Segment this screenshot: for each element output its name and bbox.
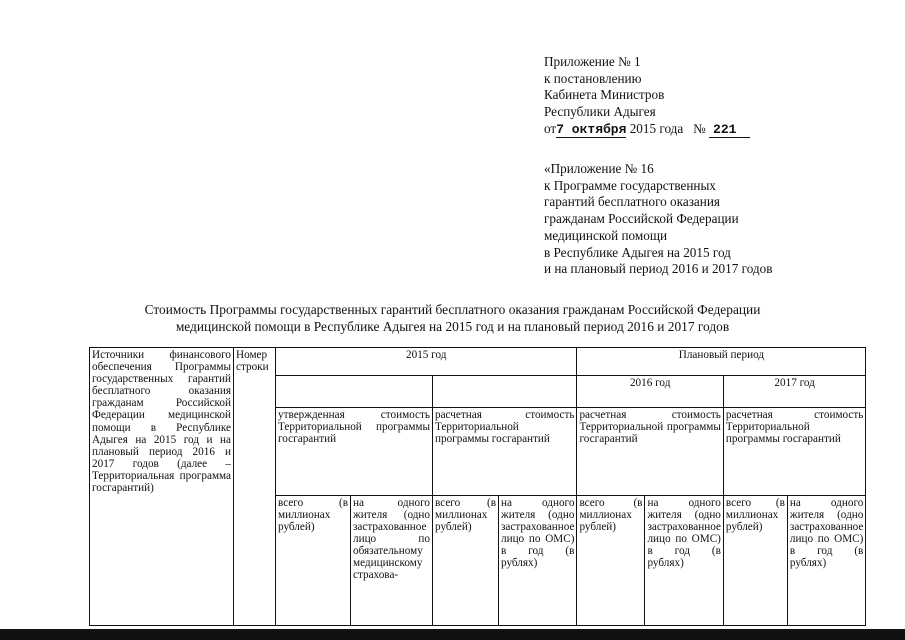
appendix-16-line: гарантий бесплатного оказания bbox=[544, 194, 720, 210]
per-person-2016-header: на одного жителя (одно застрахованное лицо по ОМС) в год (в рублях) bbox=[645, 495, 723, 625]
cost-table bbox=[89, 347, 866, 626]
sources-header-continued bbox=[90, 495, 234, 625]
appendix-16-line: гражданам Российской Федерации bbox=[544, 211, 739, 227]
year-2016-header: 2016 год bbox=[577, 376, 723, 407]
appendix-1-header bbox=[544, 54, 750, 138]
estimated-cost-2015-header: расчетная стоимость Территориальной программы госгарантий bbox=[433, 407, 577, 495]
appendix-16-line: медицинской помощи bbox=[544, 227, 668, 243]
year-2015-header: 2015 год bbox=[276, 348, 577, 376]
approved-cost-header: утвержденная стоимость Территориальной программы госгарантий bbox=[276, 407, 433, 495]
document-title bbox=[60, 302, 845, 336]
scan-bottom-edge bbox=[0, 629, 905, 640]
appendix-16-line: «Приложение № 16 bbox=[544, 161, 654, 176]
appendix-1-line: к постановлению bbox=[544, 70, 642, 86]
decree-number-field: 221 bbox=[709, 123, 750, 138]
total-approved-header: всего (в миллионах рублей) bbox=[276, 495, 351, 625]
year-2015-spacer bbox=[276, 376, 433, 407]
total-2016-header: всего (в миллионах рублей) bbox=[577, 495, 645, 625]
decree-date-field: 7 октября bbox=[556, 121, 627, 137]
appendix-16-line: в Республике Адыгея на 2015 год bbox=[544, 244, 731, 260]
date-prefix: от bbox=[544, 120, 557, 136]
date-suffix: 2015 года bbox=[629, 120, 684, 136]
year-2015-spacer bbox=[433, 376, 577, 407]
appendix-16-line: и на плановый период 2016 и 2017 годов bbox=[544, 261, 773, 277]
title-line-1: Стоимость Программы государственных гарантий бесплатного оказания гражданам Российской Федерации bbox=[144, 302, 761, 317]
row-number-continued bbox=[234, 495, 276, 625]
appendix-1-line: Республики Адыгея bbox=[544, 104, 656, 120]
number-prefix: № bbox=[693, 120, 706, 136]
appendix-1-line: Кабинета Министров bbox=[544, 87, 665, 103]
per-resident-approved-header: на одного жителя (одно застрахованное лицо по обязательному медицинскому страхова- bbox=[351, 495, 433, 625]
appendix-16-line: к Программе государственных bbox=[544, 177, 716, 193]
total-2015-header: всего (в миллионах рублей) bbox=[433, 495, 499, 625]
per-person-2015-header: на одного жителя (одно застрахованное лицо по ОМС) в год (в рублях) bbox=[499, 495, 577, 625]
total-2017-header: всего (в миллионах рублей) bbox=[723, 495, 787, 625]
title-line-2: медицинской помощи в Республике Адыгея на 2015 год и на плановый период 2016 и 2017 годов bbox=[175, 318, 730, 334]
appendix-16-header bbox=[544, 161, 772, 278]
row-number-header-cell: Номер строки bbox=[234, 348, 276, 496]
planned-period-header: Плановый период bbox=[577, 348, 866, 376]
per-person-2017-header: на одного жителя (одно застрахованное лицо по ОМС) в год (в рублях) bbox=[787, 495, 865, 625]
year-2017-header: 2017 год bbox=[723, 376, 865, 407]
estimated-cost-2016-header: расчетная стоимость Территориальной программы госгарантий bbox=[577, 407, 723, 495]
appendix-1-line: Приложение № 1 bbox=[544, 54, 641, 69]
decree-date-line bbox=[544, 121, 750, 138]
estimated-cost-2017-header: расчетная стоимость Территориальной программы госгарантий bbox=[723, 407, 865, 495]
sources-header-cell: Источники финансового обеспечения Программы государственных гарантий бесплатного оказания гражданам Российской Федерации медицинской помощи в Республике Адыгея на 2015 год и на плановый период 2016 и 2017 годов (далее – Территориальная программа госгарантий) bbox=[90, 348, 234, 496]
